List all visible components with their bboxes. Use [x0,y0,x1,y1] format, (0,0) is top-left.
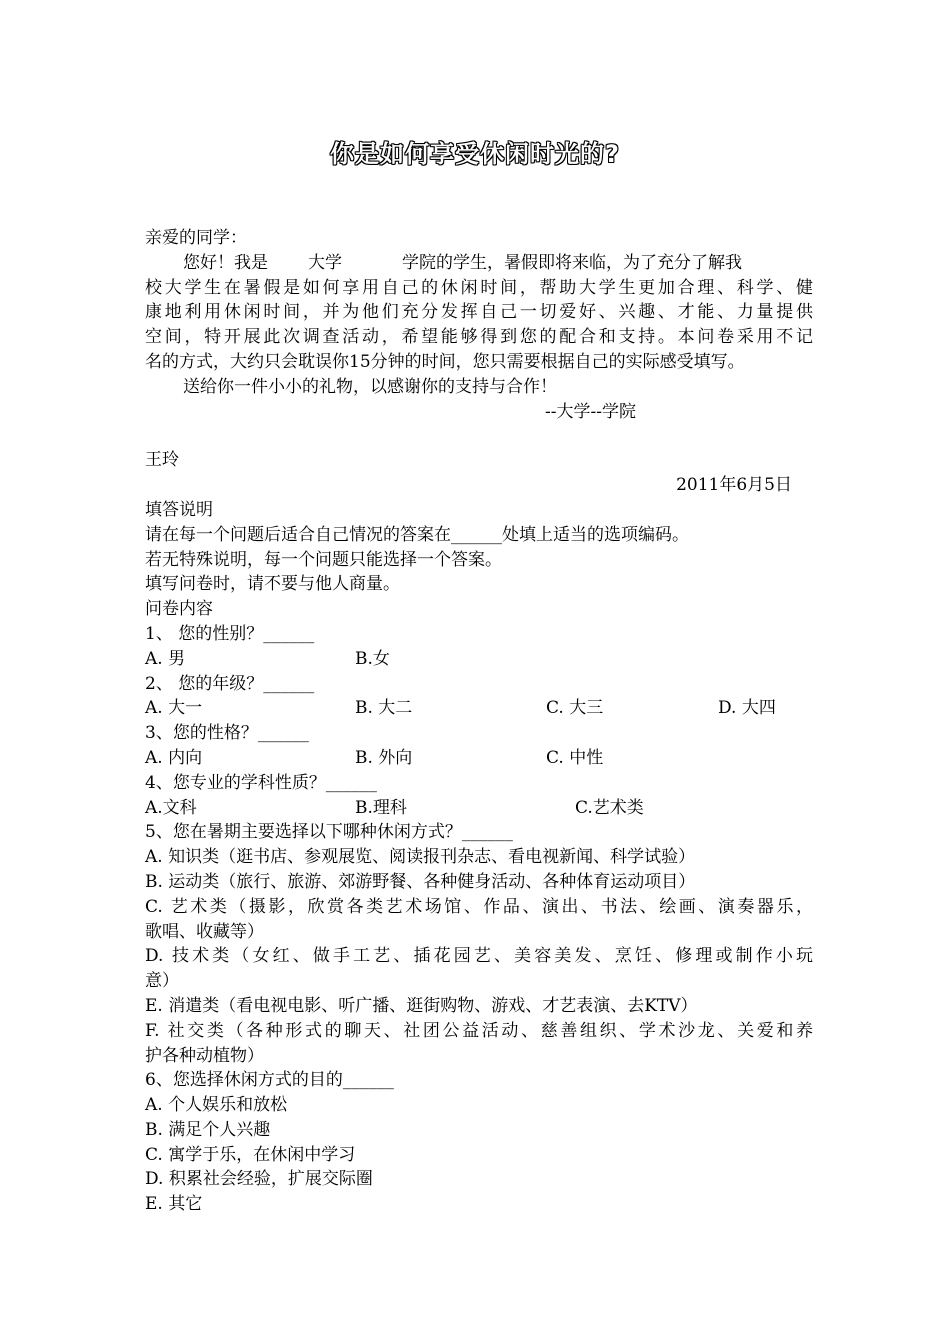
author: 王玲 [145,450,179,471]
question-4: 4、您专业的学科性质？______ [145,772,377,793]
option-c: C. 中性 [546,747,604,768]
intro-line-6: 送给你一件小小的礼物，以感谢你的支持与合作！ [183,376,557,397]
option-f-continued: 护各种动植物） [145,1045,264,1066]
greeting: 亲爱的同学： [145,228,247,248]
intro-line-5: 名的方式，大约只会耽误你15分钟的时间，您只需要根据自己的实际感受填写。 [145,351,745,372]
signoff: --大学--学院 [545,401,636,422]
page-title: 你是如何享受休闲时光的? [330,140,620,168]
intro-line-1 [145,251,813,276]
question-1-options [145,647,813,672]
content-heading: 问卷内容 [145,599,213,620]
question-3: 3、您的性格？______ [145,723,309,744]
intro-line-4: 空间，特开展此次调查活动，希望能够得到您的配合和支持。本问卷采用不记 [145,327,813,348]
option-f: F. 社交类（各种形式的聊天、社团公益活动、慈善组织、学术沙龙、关爱和养 [145,1020,813,1041]
option-b: B.女 [355,648,390,669]
intro-line-3: 康地利用休闲时间，并为他们充分发挥自己一切爱好、兴趣、才能、力量提供 [145,302,813,323]
option-c: C. 大三 [546,698,604,719]
instruction-item: 若无特殊说明，每一个问题只能选择一个答案。 [145,549,502,570]
option-a: A.文科 [145,797,197,818]
intro-text: 您好！我是 [183,252,268,273]
date: 2011年6月5日 [676,475,792,496]
option-d: D. 技术类（女红、做手工艺、插花园艺、美容美发、烹饪、修理或制作小玩 [145,946,813,967]
question-6: 6、您选择休闲方式的目的______ [145,1070,394,1091]
question-2-options [145,696,813,721]
option-e: E. 消遣类（看电视电影、听广播、逛街购物、游戏、才艺表演、去KTV） [145,995,698,1016]
instructions-heading: 填答说明 [145,499,213,520]
intro-line-2: 校大学生在暑假是如何享用自己的休闲时间，帮助大学生更加合理、科学、健 [145,277,813,298]
option-c: C. 艺术类（摄影，欣赏各类艺术场馆、作品、演出、书法、绘画、演奏器乐， [145,896,813,917]
instruction-item: 请在每一个问题后适合自己情况的答案在______处填上适当的选项编码。 [145,524,689,545]
option-b: B. 大二 [355,698,413,719]
option-a: A. 个人娱乐和放松 [145,1095,288,1116]
option-d-continued: 意） [145,971,179,992]
option-a: A. 知识类（逛书店、参观展览、阅读报刊杂志、看电视新闻、科学试验） [145,847,696,868]
question-3-options [145,746,813,771]
option-c-continued: 歌唱、收藏等） [145,921,264,942]
option-a: A. 男 [145,648,186,669]
option-b: B. 外向 [355,747,413,768]
option-b: B. 满足个人兴趣 [145,1119,271,1140]
instruction-item: 填写问卷时，请不要与他人商量。 [145,574,400,595]
option-e: E. 其它 [145,1194,203,1215]
question-2: 2、 您的年级？______ [145,673,315,694]
option-b: B. 运动类（旅行、旅游、郊游野餐、各种健身活动、各种体育运动项目） [145,871,696,892]
question-1: 1、 您的性别？______ [145,623,315,644]
intro-text: 学院的学生，暑假即将来临，为了充分了解我 [402,252,742,273]
option-c: C. 寓学于乐，在休闲中学习 [145,1144,356,1165]
question-4-options [145,796,813,821]
option-b: B.理科 [355,797,407,818]
option-a: A. 大一 [145,698,203,719]
intro-university: 大学 [308,252,342,273]
option-d: D. 大四 [718,698,776,719]
option-a: A. 内向 [145,747,203,768]
question-5: 5、您在暑期主要选择以下哪种休闲方式？______ [145,822,513,843]
document-body [145,226,813,1217]
option-d: D. 积累社会经验，扩展交际圈 [145,1169,373,1190]
option-c: C.艺术类 [575,797,644,818]
